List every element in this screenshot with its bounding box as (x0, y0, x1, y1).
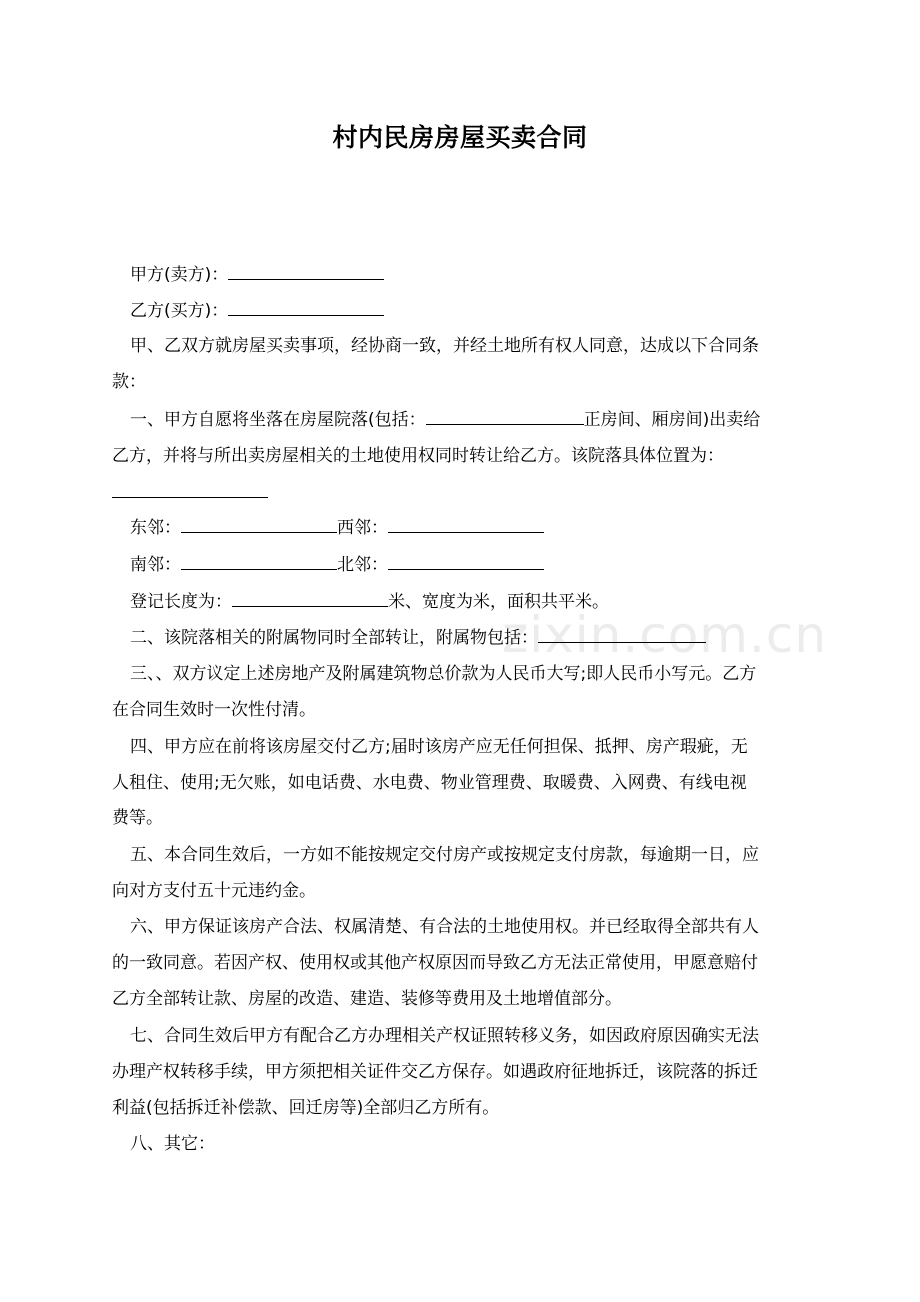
clause-6-line-2: 的一致同意。若因产权、使用权或其他产权原因而导致乙方无法正常使用，甲愿意赔付 (112, 953, 758, 973)
seller-blank (228, 264, 384, 280)
clause-1-text-a: 一、甲方自愿将坐落在房屋院落(包括： (130, 410, 426, 430)
clause-8-line: 八、其它： (130, 1134, 215, 1154)
west-blank (388, 517, 544, 533)
clause-4-line-3: 费等。 (112, 808, 163, 828)
clause-1-text-b: 正房间、厢房间)出卖给 (583, 410, 761, 430)
clause-3-line-2: 在合同生效时一次性付清。 (112, 700, 316, 720)
east-blank (181, 517, 337, 533)
clause-7-line-2: 办理产权转移手续，甲方须把相关证件交乙方保存。如遇政府征地拆迁，该院落的拆迁 (112, 1062, 758, 1082)
west-label: 西邻： (337, 518, 388, 538)
clause-4-line-2: 人租住、使用;无欠账，如电话费、水电费、物业管理费、取暖费、入网费、有线电视 (112, 773, 747, 793)
intro-line-1: 甲、乙双方就房屋买卖事项，经协商一致，并经土地所有权人同意，达成以下合同条 (130, 336, 759, 356)
south-blank (181, 554, 337, 570)
intro-line-2: 款： (112, 372, 146, 392)
attachments-blank (538, 627, 706, 643)
south-label: 南邻： (130, 555, 181, 575)
clause-2-text: 二、该院落相关的附属物同时全部转让，附属物包括： (130, 628, 538, 648)
east-label: 东邻： (130, 518, 181, 538)
buyer-label: 乙方(买方)： (130, 301, 229, 321)
location-line (112, 482, 268, 503)
document-title: 村内民房房屋买卖合同 (332, 123, 588, 152)
registration-line (130, 591, 609, 612)
east-west-line (130, 517, 544, 538)
clause-7-line-3: 利益(包括拆迁补偿款、回迁房等)全部归乙方所有。 (112, 1098, 500, 1118)
clause-7-line-1: 七、合同生效后甲方有配合乙方办理相关产权证照转移义务，如因政府原因确实无法 (130, 1026, 759, 1046)
buyer-blank (228, 300, 384, 316)
clause-5-line-1: 五、本合同生效后，一方如不能按规定交付房产或按规定支付房款，每逾期一日，应 (130, 845, 759, 865)
south-north-line (130, 554, 544, 575)
clause-6-line-1: 六、甲方保证该房产合法、权属清楚、有合法的土地使用权。并已经取得全部共有人 (130, 917, 759, 937)
registration-suffix: 米、宽度为米，面积共平米。 (388, 592, 609, 612)
registration-label: 登记长度为： (130, 592, 232, 612)
rooms-blank (426, 409, 584, 425)
clause-1-line-1 (130, 409, 760, 430)
clause-3-line-1: 三、、双方议定上述房地产及附属建筑物总价款为人民币大写;即人民币小写元。乙方 (130, 664, 757, 684)
watermark: zixin.com.cn (502, 606, 828, 664)
location-blank (112, 482, 268, 498)
length-blank (232, 591, 388, 607)
seller-label: 甲方(卖方)： (130, 265, 229, 285)
clause-1-line-2: 乙方，并将与所出卖房屋相关的土地使用权同时转让给乙方。该院落具体位置为： (112, 446, 724, 466)
clause-4-line-1: 四、甲方应在前将该房屋交付乙方;届时该房产应无任何担保、抵押、房产瑕疵，无 (130, 737, 748, 757)
north-blank (388, 554, 544, 570)
clause-6-line-3: 乙方全部转让款、房屋的改造、建造、装修等费用及土地增值部分。 (112, 989, 622, 1009)
clause-2-line (130, 627, 706, 648)
clause-5-line-2: 向对方支付五十元违约金。 (112, 881, 316, 901)
seller-line (130, 264, 384, 285)
north-label: 北邻： (337, 555, 388, 575)
buyer-line (130, 300, 384, 321)
